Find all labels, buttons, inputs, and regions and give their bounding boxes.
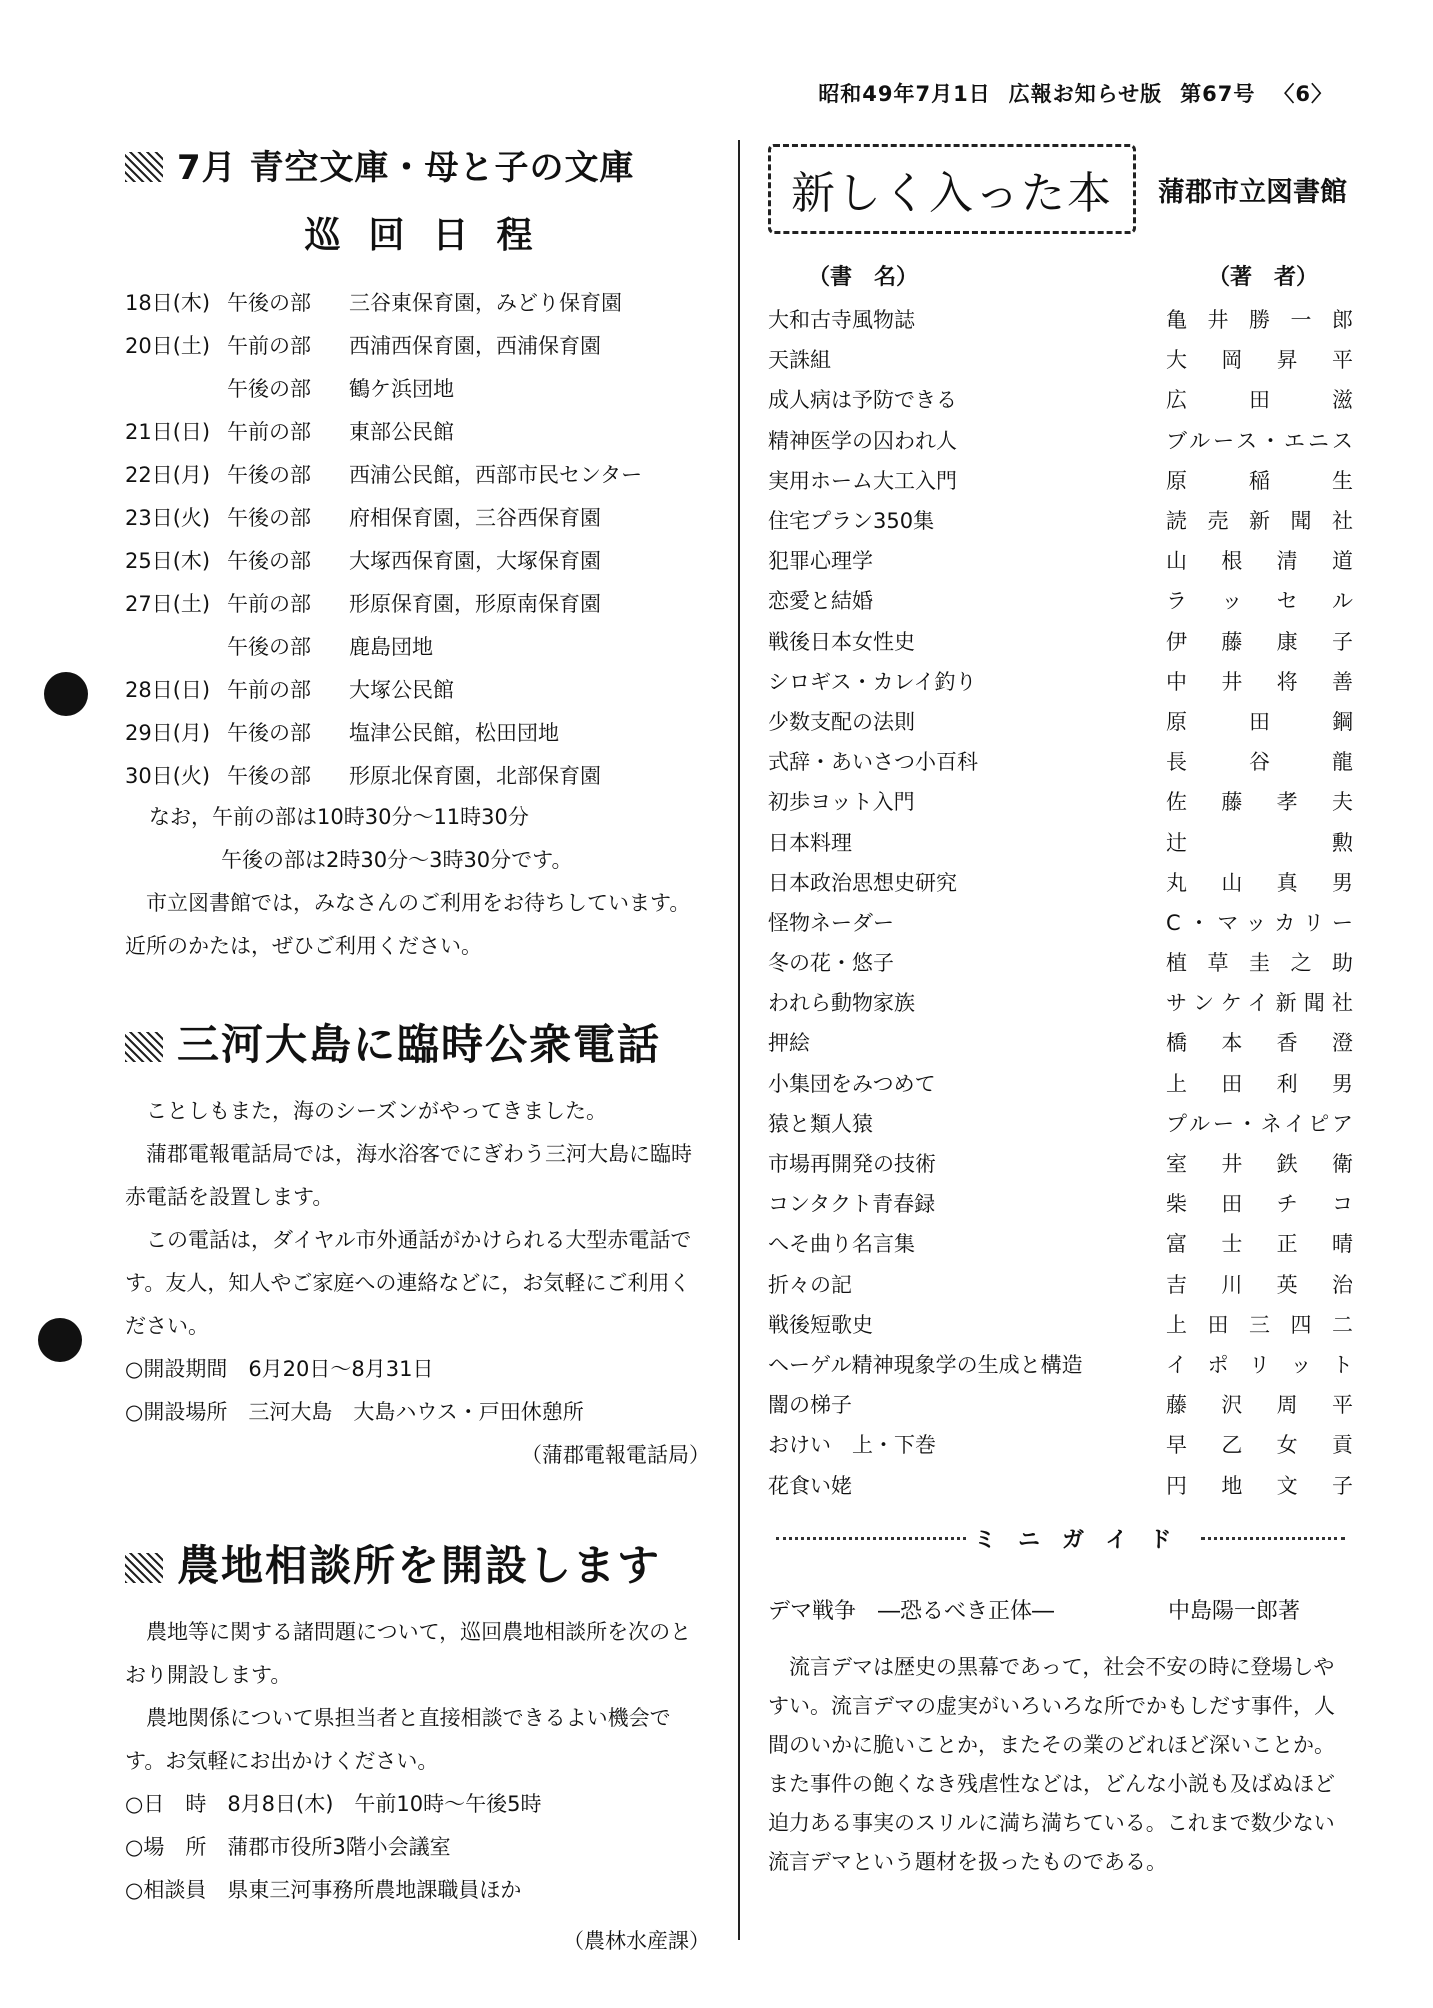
book-author: サンケイ新聞社 — [1166, 991, 1353, 1016]
schedule-session: 午後の部 — [227, 634, 311, 659]
schedule-date: 28日(日) — [125, 677, 211, 702]
book-author: 読 売 新 聞 社 — [1166, 509, 1353, 534]
book-author: 柴 田 チ コ — [1166, 1192, 1353, 1217]
book-author: 伊 藤 康 子 — [1166, 629, 1353, 654]
column-header-title: （書 名） — [808, 265, 919, 290]
book-row — [768, 379, 1353, 419]
schedule-row — [125, 710, 710, 753]
schedule-place: 鶴ケ浜団地 — [349, 376, 454, 401]
book-row — [768, 500, 1353, 540]
schedule-place: 府相保育園，三谷西保育園 — [349, 505, 601, 530]
schedule-place: 形原保育園，形原南保育園 — [349, 591, 601, 616]
book-author: 長 谷 龍 — [1166, 750, 1353, 775]
farm-datetime: ○日 時 8月8日(木) 午前10時〜午後5時 — [125, 1792, 542, 1816]
phone-section — [125, 1012, 710, 1477]
book-title: 折々の記 — [768, 1272, 852, 1297]
book-author: 藤 沢 周 平 — [1166, 1393, 1353, 1418]
schedule-row — [125, 667, 710, 710]
hatch-mark-icon — [125, 1032, 163, 1062]
book-author: 植 草 圭 之 助 — [1166, 951, 1353, 976]
schedule-session: 午前の部 — [227, 333, 311, 358]
schedule-row — [125, 452, 710, 495]
phone-para-2: 蒲郡電報電話局では，海水浴客でにぎわう三河大島に臨時赤電話を設置します。 — [125, 1142, 692, 1209]
book-title: 花食い姥 — [768, 1473, 852, 1498]
book-author: 山 根 清 道 — [1166, 549, 1353, 574]
book-row — [768, 460, 1353, 500]
schedule-place: 三谷東保育園，みどり保育園 — [349, 290, 622, 315]
book-row — [768, 420, 1353, 460]
book-author: 橋 本 香 澄 — [1166, 1031, 1353, 1056]
book-author: プルー・ネイピア — [1166, 1111, 1353, 1136]
schedule-session: 午後の部 — [227, 376, 311, 401]
book-title: 天誅組 — [768, 348, 831, 373]
schedule-place: 西浦公民館，西部市民センター — [349, 462, 643, 487]
book-row — [768, 1183, 1353, 1223]
book-row — [768, 862, 1353, 902]
schedule-session: 午後の部 — [227, 505, 311, 530]
book-row — [768, 1344, 1353, 1384]
schedule-place: 形原北保育園，北部保育園 — [349, 763, 601, 788]
book-row — [768, 1143, 1353, 1183]
book-row — [768, 1384, 1353, 1424]
aozora-closing: 市立図書館では，みなさんのご利用をお待ちしています。近所のかたは，ぜひご利用ください。 — [125, 891, 691, 958]
book-row — [768, 982, 1353, 1022]
schedule-session: 午前の部 — [227, 677, 311, 702]
farm-para-1: 農地等に関する諸問題について，巡回農地相談所を次のとおり開設します。 — [125, 1620, 692, 1687]
library-name: 蒲郡市立図書館 — [1158, 176, 1347, 208]
hatch-mark-icon — [125, 1553, 163, 1583]
book-row — [768, 781, 1353, 821]
schedule-row — [125, 409, 710, 452]
schedule-row — [125, 581, 710, 624]
book-author: 早 乙 女 貢 — [1166, 1433, 1353, 1458]
left-column — [125, 140, 710, 1963]
schedule-row — [125, 538, 710, 581]
schedule-date: 30日(火) — [125, 763, 211, 788]
mini-guide-divider — [768, 1523, 1353, 1554]
book-row — [768, 1424, 1353, 1464]
review-book-title: デマ戦争 ―恐るべき正体― — [768, 1599, 1055, 1625]
book-author: 上 田 利 男 — [1166, 1071, 1353, 1096]
farm-source: （農林水産課） — [563, 1929, 710, 1953]
farm-staff: ○相談員 県東三河事務所農地課職員ほか — [125, 1878, 522, 1902]
schedule-list — [125, 280, 710, 796]
book-row — [768, 701, 1353, 741]
book-author: ブルース・エニス — [1166, 428, 1353, 453]
aozora-subtitle: 巡回日程 — [304, 215, 561, 256]
book-title: 戦後短歌史 — [768, 1312, 873, 1337]
book-row — [768, 580, 1353, 620]
schedule-session: 午後の部 — [227, 548, 311, 573]
new-books-header — [768, 144, 1353, 234]
book-title: 少数支配の法則 — [768, 709, 915, 734]
book-author: C・マッカリー — [1166, 910, 1353, 935]
book-author: 丸 山 真 男 — [1166, 870, 1353, 895]
aozora-section — [125, 140, 710, 968]
schedule-session: 午前の部 — [227, 419, 311, 444]
punch-hole-mark — [38, 1318, 82, 1362]
schedule-date: 29日(月) — [125, 720, 211, 745]
book-row — [768, 1022, 1353, 1062]
column-divider — [738, 140, 740, 1940]
book-title: 日本政治思想史研究 — [768, 870, 957, 895]
book-author: ラ ッ セ ル — [1166, 589, 1353, 614]
book-title: われら動物家族 — [768, 991, 915, 1016]
aozora-heading: 7月 青空文庫・母と子の文庫 — [125, 140, 710, 189]
book-author: 亀 井 勝 一 郎 — [1166, 308, 1353, 333]
book-title: シロギス・カレイ釣り — [768, 669, 977, 694]
schedule-place: 大塚公民館 — [349, 677, 454, 702]
book-row — [768, 621, 1353, 661]
phone-source: （蒲郡電報電話局） — [521, 1443, 710, 1467]
farm-place: ○場 所 蒲郡市役所3階小会議室 — [125, 1835, 451, 1859]
book-title: 犯罪心理学 — [768, 549, 873, 574]
phone-para-3: この電話は，ダイヤル市外通話がかけられる大型赤電話です。友人，知人やご家庭への連絡などに，お気軽にご利用ください。 — [125, 1228, 692, 1338]
phone-para-1: ことしもまた，海のシーズンがやってきました。 — [146, 1099, 607, 1123]
book-author: 広 田 滋 — [1166, 388, 1353, 413]
book-title: 大和古寺風物誌 — [768, 308, 915, 333]
schedule-session: 午後の部 — [227, 763, 311, 788]
schedule-date: 21日(日) — [125, 419, 211, 444]
schedule-date: 23日(火) — [125, 505, 211, 530]
dotted-rule — [1201, 1537, 1345, 1540]
book-row — [768, 1304, 1353, 1344]
header-publication: 広報お知らせ版 — [1008, 82, 1163, 106]
page-header — [800, 78, 1333, 108]
schedule-session: 午前の部 — [227, 591, 311, 616]
book-author: 原 田 鋼 — [1166, 709, 1353, 734]
review-book-header — [768, 1588, 1353, 1632]
header-page-number: 〈6〉 — [1273, 82, 1333, 106]
mini-guide-label: ミニガイド — [974, 1527, 1194, 1553]
book-title: 戦後日本女性史 — [768, 629, 915, 654]
book-author: 大 岡 昇 平 — [1166, 348, 1353, 373]
phone-location: ○開設場所 三河大島 大島ハウス・戸田休憩所 — [125, 1400, 584, 1424]
farm-section — [125, 1533, 710, 1963]
schedule-note-morning: なお，午前の部は10時30分〜11時30分 — [149, 805, 529, 829]
new-books-title: 新しく入った本 — [768, 144, 1136, 234]
farm-heading: 農地相談所を開設します — [125, 1533, 710, 1593]
book-author: 室 井 鉄 衛 — [1166, 1152, 1353, 1177]
schedule-date: 20日(土) — [125, 333, 211, 358]
schedule-date: 25日(木) — [125, 548, 211, 573]
schedule-session: 午後の部 — [227, 462, 311, 487]
book-title: 猿と類人猿 — [768, 1111, 873, 1136]
dotted-rule — [776, 1537, 966, 1540]
book-author: 佐 藤 孝 夫 — [1166, 790, 1353, 815]
book-author: 中 井 将 善 — [1166, 669, 1353, 694]
schedule-session: 午後の部 — [227, 720, 311, 745]
book-title: おけい 上・下巻 — [768, 1433, 936, 1458]
review-book-author: 中島陽一郎著 — [1168, 1599, 1301, 1625]
book-author: 辻 勲 — [1166, 830, 1353, 855]
book-title: コンタクト青春録 — [768, 1192, 936, 1217]
book-title: ヘーゲル精神現象学の生成と構造 — [768, 1352, 1083, 1377]
book-author: 富 士 正 晴 — [1166, 1232, 1353, 1257]
book-row — [768, 1464, 1353, 1504]
column-header-author: （著 者） — [1207, 265, 1318, 290]
book-author: 原 稲 生 — [1166, 468, 1353, 493]
book-row — [768, 1063, 1353, 1103]
schedule-place: 鹿島団地 — [349, 634, 433, 659]
schedule-row — [125, 753, 710, 796]
schedule-place: 西浦西保育園，西浦保育園 — [349, 333, 601, 358]
schedule-row — [125, 624, 710, 667]
book-title: へそ曲り名言集 — [768, 1232, 915, 1257]
book-title: 成人病は予防できる — [768, 388, 957, 413]
book-title: 住宅プラン350集 — [768, 509, 935, 534]
book-row — [768, 339, 1353, 379]
book-row — [768, 902, 1353, 942]
schedule-row — [125, 280, 710, 323]
book-title: 恋愛と結婚 — [768, 589, 873, 614]
book-title: 押絵 — [768, 1031, 810, 1056]
farm-para-2: 農地関係について県担当者と直接相談できるよい機会です。お気軽にお出かけください。 — [125, 1706, 671, 1773]
book-title: 初歩ヨット入門 — [768, 790, 915, 815]
book-row — [768, 661, 1353, 701]
book-title: 実用ホーム大工入門 — [768, 468, 957, 493]
book-title: 式辞・あいさつ小百科 — [768, 750, 978, 775]
schedule-place: 大塚西保育園，大塚保育園 — [349, 548, 601, 573]
schedule-place: 東部公民館 — [349, 419, 454, 444]
schedule-date: 27日(土) — [125, 591, 211, 616]
header-issue: 第67号 — [1180, 82, 1256, 106]
book-column-headers — [768, 260, 1353, 291]
book-title: 小集団をみつめて — [768, 1071, 936, 1096]
schedule-row — [125, 323, 710, 366]
schedule-row — [125, 366, 710, 409]
book-title: 日本料理 — [768, 830, 852, 855]
hatch-mark-icon — [125, 152, 163, 182]
schedule-row — [125, 495, 710, 538]
book-author: 上 田 三 四 二 — [1166, 1312, 1353, 1337]
book-title: 市場再開発の技術 — [768, 1152, 936, 1177]
book-list — [768, 299, 1353, 1505]
schedule-date: 18日(木) — [125, 290, 211, 315]
book-title: 怪物ネーダー — [768, 910, 894, 935]
punch-hole-mark — [44, 672, 88, 716]
schedule-session: 午後の部 — [227, 290, 311, 315]
book-author: 円 地 文 子 — [1166, 1473, 1353, 1498]
book-row — [768, 1223, 1353, 1263]
review-text: 流言デマは歴史の黒幕であって，社会不安の時に登場しやすい。流言デマの虚実がいろいろな所でかもしだす事件，人間のいかに脆いことか，またその業のどれほど深いことか。また事件の飽くなき残虐性などは，どんな小説も及ばぬほど迫力ある事実のスリルに満ち満ちている。これまで数少ない流言デマという題材を扱ったものである。 — [768, 1654, 1335, 1874]
header-date: 昭和49年7月1日 — [818, 82, 991, 106]
phone-period: ○開設期間 6月20日〜8月31日 — [125, 1357, 434, 1381]
right-column — [768, 140, 1353, 1903]
book-row — [768, 1103, 1353, 1143]
schedule-date: 22日(月) — [125, 462, 211, 487]
book-row — [768, 821, 1353, 861]
book-author: イ ポ リ ッ ト — [1166, 1352, 1353, 1377]
book-row — [768, 299, 1353, 339]
book-title: 冬の花・悠子 — [768, 951, 894, 976]
book-row — [768, 741, 1353, 781]
book-title: 精神医学の囚われ人 — [768, 428, 957, 453]
schedule-note-afternoon: 午後の部は2時30分〜3時30分です。 — [221, 848, 573, 872]
book-row — [768, 1264, 1353, 1304]
book-row — [768, 942, 1353, 982]
schedule-place: 塩津公民館，松田団地 — [349, 720, 559, 745]
book-author: 吉 川 英 治 — [1166, 1272, 1353, 1297]
phone-heading: 三河大島に臨時公衆電話 — [125, 1012, 710, 1072]
book-title: 闇の梯子 — [768, 1393, 852, 1418]
book-row — [768, 540, 1353, 580]
